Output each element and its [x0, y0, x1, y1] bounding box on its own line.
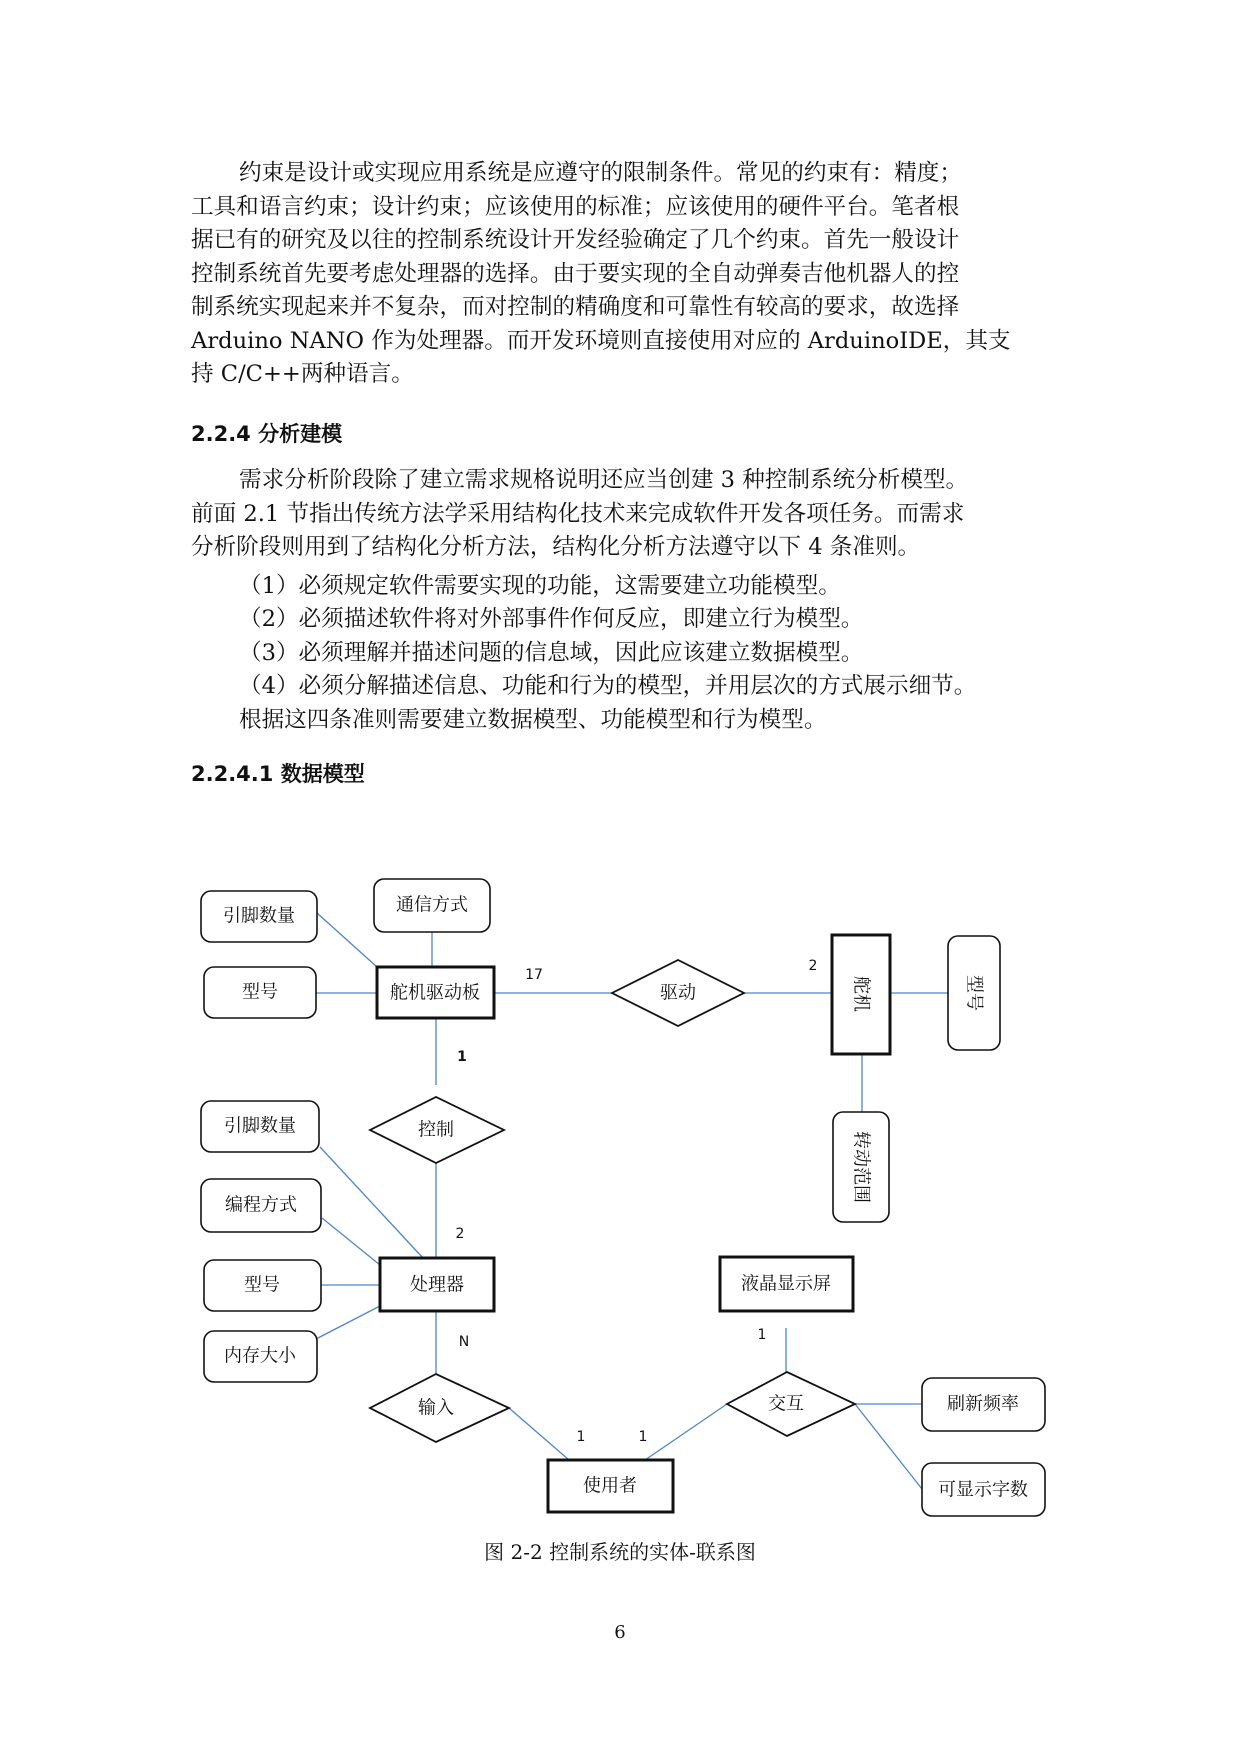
attr-label: 编程方式: [225, 1194, 297, 1216]
text-line: 据已有的研究及以往的控制系统设计开发经验确定了几个约束。首先一般设计: [191, 227, 960, 253]
subsection-heading: 2.2.4.1 数据模型: [191, 762, 365, 786]
text-line: 约束是设计或实现应用系统是应遵守的限制条件。常见的约束有：精度；: [239, 160, 962, 186]
attr-label: 转动范围: [850, 1131, 872, 1203]
page-number: 6: [614, 1622, 626, 1643]
list-item: （1）必须规定软件需要实现的功能，这需要建立功能模型。: [239, 573, 841, 599]
text-line: 前面 2.1 节指出传统方法学采用结构化技术来完成软件开发各项任务。而需求: [191, 500, 965, 527]
attr-label: 刷新频率: [947, 1393, 1019, 1415]
connector: [317, 913, 377, 967]
entity-label: 舵机驱动板: [390, 982, 480, 1004]
entity-label: 舵机: [850, 976, 872, 1012]
relationship-label: 输入: [418, 1397, 454, 1419]
attr-label: 引脚数量: [224, 1115, 296, 1137]
text-line: 控制系统首先要考虑处理器的选择。由于要实现的全自动弹奏吉他机器人的控: [191, 260, 960, 287]
cardinality: 2: [808, 958, 818, 974]
connector: [645, 1404, 727, 1460]
relationship-label: 驱动: [660, 982, 696, 1004]
attr-label: 型号: [963, 975, 985, 1011]
list-item: 根据这四条准则需要建立数据模型、功能模型和行为模型。: [239, 707, 827, 733]
cardinality: 2: [455, 1226, 465, 1242]
relationship-label: 控制: [418, 1119, 454, 1141]
attr-label: 型号: [242, 981, 278, 1003]
cardinality: 1: [638, 1429, 648, 1445]
attr-label: 型号: [244, 1274, 280, 1296]
connector: [320, 1147, 423, 1258]
cardinality: 1: [576, 1429, 586, 1445]
text-line: 工具和语言约束；设计约束；应该使用的标准；应该使用的硬件平台。笔者根: [191, 193, 960, 220]
cardinality: 17: [525, 967, 543, 983]
attr-label: 引脚数量: [223, 905, 295, 927]
attr-label: 可显示字数: [938, 1479, 1028, 1501]
attr-label: 通信方式: [396, 894, 468, 916]
cardinality: 1: [457, 1049, 467, 1065]
attribute-shapes: [201, 879, 1045, 1516]
relationship-shapes: [370, 960, 855, 1442]
text-line: 分析阶段则用到了结构化分析方法，结构化分析方法遵守以下 4 条准则。: [191, 534, 921, 560]
cardinality-labels: [456, 958, 818, 1445]
cardinality: N: [458, 1334, 470, 1350]
entity-label: 使用者: [583, 1475, 637, 1497]
relationship-label: 交互: [768, 1393, 804, 1415]
text-line: Arduino NANO 作为处理器。而开发环境则直接使用对应的 ArduinoIDE，其支: [191, 327, 1011, 354]
connector: [322, 1218, 380, 1265]
text-line: 制系统实现起来并不复杂，而对控制的精确度和可靠性有较高的要求，故选择: [191, 294, 960, 320]
entity-label: 液晶显示屏: [741, 1273, 831, 1295]
connector: [316, 1306, 380, 1339]
section-heading: 2.2.4 分析建模: [191, 422, 343, 446]
entity-label: 处理器: [410, 1274, 464, 1296]
text-line: 需求分析阶段除了建立需求规格说明还应当创建 3 种控制系统分析模型。: [239, 467, 969, 493]
cardinality: 1: [757, 1327, 767, 1343]
attr-label: 内存大小: [224, 1345, 296, 1367]
connector: [509, 1408, 569, 1460]
list-item: （4）必须分解描述信息、功能和行为的模型，并用层次的方式展示细节。: [239, 673, 977, 699]
text-line: 持 C/C++两种语言。: [191, 361, 414, 387]
list-item: （3）必须理解并描述问题的信息域，因此应该建立数据模型。: [239, 640, 864, 666]
connector: [855, 1404, 922, 1489]
figure-caption: 图 2-2 控制系统的实体-联系图: [484, 1540, 756, 1564]
list-item: （2）必须描述软件将对外部事件作何反应，即建立行为模型。: [239, 606, 864, 632]
